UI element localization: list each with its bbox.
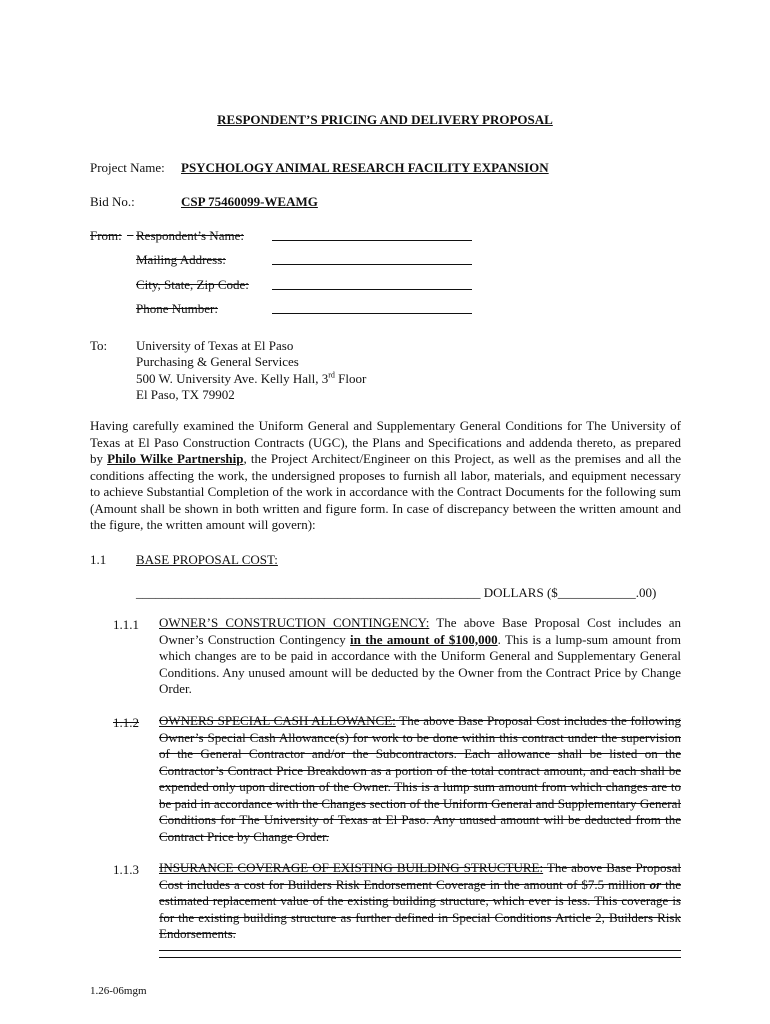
to-address — [136, 371, 366, 387]
section-1-1-1-body-2: . This is a lump-sum amount from which changes are to be paid in accordance with the Uniform General and Supplementary General Conditions. Any unused amount will be deducted by the Owner from the Contract Price by Change Order. — [159, 631, 681, 696]
section-1-1-1-text — [159, 615, 681, 698]
to-address-floor: Floor — [334, 371, 367, 386]
city-state-zip-label: City, State, Zip Code: — [136, 277, 249, 292]
section-1-1-2-number: 1.1.2 — [113, 715, 139, 730]
section-1-1-heading: BASE PROPOSAL COST: — [136, 552, 278, 567]
document-title: RESPONDENT’S PRICING AND DELIVERY PROPOSAL — [217, 112, 553, 127]
footer-code: 1.26-06mgm — [90, 985, 147, 997]
section-1-1-number: 1.1 — [90, 552, 107, 567]
to-address-main: 500 W. University Ave. Kelly Hall, 3 — [136, 371, 329, 386]
phone-number-field[interactable] — [272, 313, 472, 314]
city-state-zip-field[interactable] — [272, 289, 472, 290]
section-1-1-3-body-1: The above Base Proposal Cost includes a cost for Builders Risk Endorsement Coverage in the amount of $7.5 million — [159, 860, 682, 892]
project-name-label: Project Name: — [90, 160, 165, 175]
to-line-2: Purchasing & General Services — [136, 354, 299, 369]
section-1-1-2-text — [159, 713, 681, 845]
rule-line-2 — [159, 957, 681, 958]
section-1-1-1-body-1: The above Base Proposal Cost includes an Owner’s Construction Contingency — [159, 615, 681, 647]
section-1-1-1-number: 1.1.1 — [113, 617, 139, 632]
section-1-1-3-number: 1.1.3 — [113, 862, 139, 877]
rule-line-1 — [159, 950, 681, 951]
section-1-1-3-heading: INSURANCE COVERAGE OF EXISTING BUILDING STRUCTURE: — [159, 860, 544, 875]
bid-number-label: Bid No.: — [90, 194, 135, 209]
intro-text-1: Having carefully examined the Uniform General and Supplementary General Conditions for The University of Texas at El Paso Construction Contracts (UGC), the Plans and Specifications and addenda thereto, as prepared by — [90, 418, 681, 466]
mailing-address-label: Mailing Address: — [136, 252, 226, 267]
intro-text-2: , the Project Architect/Engineer on this Project, as well as the premises and all the conditions affecting the work, the undersigned proposes to furnish all labor, materials, and equipment necessary to achieve Substantial Completion of the work in accordance with the Contract Documents for the following sum (Amount shall be shown in both written and figure form. In case of discrepancy between the written amount and the figure, the written amount will govern): — [90, 451, 681, 532]
to-line-1: University of Texas at El Paso — [136, 338, 294, 353]
section-1-1-2-heading: OWNERS SPECIAL CASH ALLOWANCE: — [159, 713, 396, 728]
section-1-1-1-heading: OWNER’S CONSTRUCTION CONTINGENCY: — [159, 615, 430, 630]
section-1-1-3-or: or — [649, 876, 662, 892]
section-1-1-2-body: The above Base Proposal Cost includes the following Owner’s Special Cash Allowance(s) for work to be done within this contract under the supervision of the General Contractor and/or the Subcontractors. Each allowance shall be listed on the Contractor’s Contract Price Breakdown as a portion of the total contract amount, and each shall be expended only upon direction of the Owner. This is a lump sum amount from which changes are to be paid in accordance with the Changes section of the Uniform General and Supplementary General Conditions for The University of Texas at El Paso. Any unused amount will be deducted from the Contract Price by Change Order. — [159, 713, 681, 844]
section-1-1-3-text — [159, 860, 681, 943]
to-label: To: — [90, 338, 108, 353]
from-label: From: — [90, 228, 122, 243]
respondent-name-label: Respondent’s Name: — [136, 228, 244, 243]
base-proposal-dollars-line[interactable]: _____________________________________________________ DOLLARS ($____________.00) — [136, 585, 657, 600]
architect-firm: Philo Wilke Partnership — [107, 451, 244, 466]
phone-number-label: Phone Number: — [136, 301, 218, 316]
project-name-value: PSYCHOLOGY ANIMAL RESEARCH FACILITY EXPANSION — [181, 160, 549, 175]
bid-number-value: CSP 75460099-WEAMG — [181, 194, 318, 209]
mailing-address-field[interactable] — [272, 264, 472, 265]
intro-paragraph — [90, 418, 681, 534]
to-city: El Paso, TX 79902 — [136, 387, 235, 402]
to-address-sup: rd — [328, 370, 335, 380]
respondent-name-field[interactable] — [272, 240, 472, 241]
contingency-amount: in the amount of $100,000 — [350, 631, 498, 647]
section-1-1-3-body-2: the estimated replacement value of the existing building structure, which ever is less. This coverage is for the existing building structure as further defined in Special Conditions Article 2, Builders Risk Endorsements. — [159, 876, 681, 941]
